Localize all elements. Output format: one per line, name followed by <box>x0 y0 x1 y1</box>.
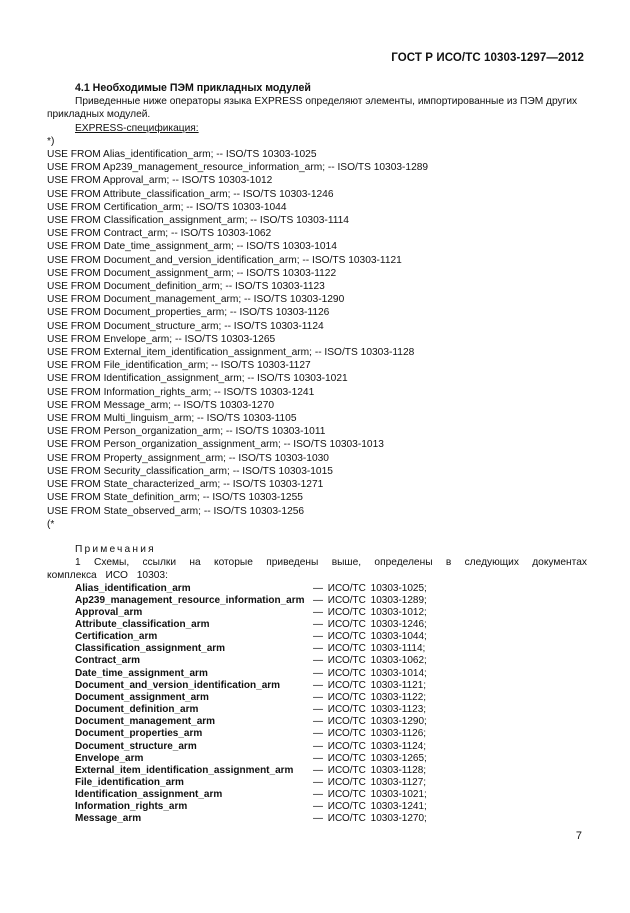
schema-name: External_item_identification_assignment_arm <box>75 764 294 776</box>
use-from-line: USE FROM Document_properties_arm; -- ISO/TS 10303-1126 <box>47 307 330 319</box>
express-spec-label: EXPRESS-спецификация: <box>75 122 199 134</box>
reference-row <box>75 655 427 667</box>
use-from-line: USE FROM Document_definition_arm; -- ISO/TS 10303-1123 <box>47 281 325 293</box>
use-from-line: USE FROM Document_management_arm; -- ISO/TS 10303-1290 <box>47 294 345 306</box>
page-content <box>47 82 587 826</box>
reference-row <box>75 728 427 740</box>
schema-name: Approval_arm <box>75 606 143 618</box>
use-from-line: USE FROM State_observed_arm; -- ISO/TS 10303-1256 <box>47 505 305 517</box>
schema-reference: — ИСО/ТС 10303-1270; <box>313 813 427 825</box>
reference-row <box>75 680 427 692</box>
schema-reference: — ИСО/ТС 10303-1127; <box>313 777 427 789</box>
schema-name: Certification_arm <box>75 631 158 643</box>
note-text: 1 Схемы, ссылки на которые приведены выше, определены в следующих документах комплекса ИСО 10303: <box>47 557 587 582</box>
schema-name: Information_rights_arm <box>75 801 188 813</box>
schema-reference: — ИСО/ТС 10303-1121; <box>313 679 427 691</box>
schema-name: Document_assignment_arm <box>75 691 209 703</box>
use-from-line: USE FROM Property_assignment_arm; -- ISO/TS 10303-1030 <box>47 452 329 464</box>
use-from-line: USE FROM State_definition_arm; -- ISO/TS 10303-1255 <box>47 492 303 504</box>
use-from-line: USE FROM Classification_assignment_arm; -- ISO/TS 10303-1114 <box>47 215 349 227</box>
schema-reference: — ИСО/ТС 10303-1289; <box>313 594 427 606</box>
use-from-line: USE FROM Person_organization_arm; -- ISO/TS 10303-1011 <box>47 426 326 438</box>
schema-name: Envelope_arm <box>75 752 144 764</box>
reference-row <box>75 741 427 753</box>
schema-reference: — ИСО/ТС 10303-1114; <box>313 643 426 655</box>
use-from-list <box>47 148 587 518</box>
reference-row <box>75 619 427 631</box>
use-from-line: USE FROM Envelope_arm; -- ISO/TS 10303-1265 <box>47 333 276 345</box>
schema-reference: — ИСО/ТС 10303-1290; <box>313 716 427 728</box>
use-from-line: USE FROM State_characterized_arm; -- ISO/TS 10303-1271 <box>47 479 324 491</box>
use-from-line: USE FROM External_item_identification_assignment_arm; -- ISO/TS 10303-1128 <box>47 347 415 359</box>
page-number: 7 <box>575 830 582 842</box>
schema-name: Date_time_assignment_arm <box>75 667 208 679</box>
reference-row <box>75 801 427 813</box>
reference-row <box>75 777 427 789</box>
reference-row <box>75 643 427 655</box>
intro-paragraph: Приведенные ниже операторы языка EXPRESS определяют элементы, импортированные из ПЭМ других прикладных модулей. <box>47 96 578 121</box>
use-from-line: USE FROM Person_organization_assignment_arm; -- ISO/TS 10303-1013 <box>47 439 384 451</box>
note-title: Примечания <box>75 543 156 555</box>
schema-reference: — ИСО/ТС 10303-1025; <box>313 582 427 594</box>
schema-name: Alias_identification_arm <box>75 582 191 594</box>
schema-reference: — ИСО/ТС 10303-1123; <box>313 704 427 716</box>
schema-reference: — ИСО/ТС 10303-1021; <box>313 789 427 801</box>
schema-reference: — ИСО/ТС 10303-1124; <box>313 740 427 752</box>
schema-name: Document_management_arm <box>75 716 216 728</box>
reference-row <box>75 789 427 801</box>
reference-row <box>75 765 427 777</box>
schema-reference: — ИСО/ТС 10303-1265; <box>313 752 427 764</box>
schema-reference: — ИСО/ТС 10303-1012; <box>313 606 427 618</box>
use-from-line: USE FROM Date_time_assignment_arm; -- ISO/TS 10303-1014 <box>47 241 337 253</box>
use-from-line: USE FROM Security_classification_arm; -- ISO/TS 10303-1015 <box>47 465 333 477</box>
use-from-line: USE FROM File_identification_arm; -- ISO/TS 10303-1127 <box>47 360 311 372</box>
schema-reference: — ИСО/ТС 10303-1014; <box>313 667 427 679</box>
use-from-line: USE FROM Alias_identification_arm; -- ISO/TS 10303-1025 <box>47 149 317 161</box>
use-from-line: USE FROM Document_structure_arm; -- ISO/TS 10303-1124 <box>47 320 324 332</box>
schema-reference: — ИСО/ТС 10303-1062; <box>313 655 427 667</box>
comment-close: (* <box>47 518 55 530</box>
schema-name: Attribute_classification_arm <box>75 618 210 630</box>
schema-name: Document_properties_arm <box>75 728 203 740</box>
use-from-line: USE FROM Approval_arm; -- ISO/TS 10303-1012 <box>47 175 273 187</box>
reference-row <box>75 583 427 595</box>
schema-name: File_identification_arm <box>75 777 184 789</box>
reference-row <box>75 692 427 704</box>
reference-table <box>75 583 427 826</box>
standard-header: ГОСТ Р ИСО/ТС 10303-1297—2012 <box>391 52 584 64</box>
reference-row <box>75 607 427 619</box>
reference-row <box>75 753 427 765</box>
reference-row <box>75 668 427 680</box>
reference-row <box>75 595 427 607</box>
section-title: 4.1 Необходимые ПЭМ прикладных модулей <box>75 82 311 94</box>
reference-row <box>75 631 427 643</box>
use-from-line: USE FROM Document_and_version_identification_arm; -- ISO/TS 10303-1121 <box>47 254 402 266</box>
schema-name: Identification_assignment_arm <box>75 789 223 801</box>
use-from-line: USE FROM Certification_arm; -- ISO/TS 10303-1044 <box>47 201 287 213</box>
use-from-line: USE FROM Contract_arm; -- ISO/TS 10303-1062 <box>47 228 272 240</box>
schema-name: Document_structure_arm <box>75 740 197 752</box>
reference-row <box>75 704 427 716</box>
schema-reference: — ИСО/ТС 10303-1126; <box>313 728 427 740</box>
reference-row <box>75 716 427 728</box>
schema-reference: — ИСО/ТС 10303-1246; <box>313 618 427 630</box>
schema-name: Document_definition_arm <box>75 704 199 716</box>
use-from-line: USE FROM Message_arm; -- ISO/TS 10303-1270 <box>47 399 275 411</box>
schema-name: Message_arm <box>75 813 142 825</box>
reference-row <box>75 813 427 825</box>
use-from-line: USE FROM Identification_assignment_arm; -- ISO/TS 10303-1021 <box>47 373 348 385</box>
schema-reference: — ИСО/ТС 10303-1241; <box>313 801 427 813</box>
schema-name: Document_and_version_identification_arm <box>75 679 281 691</box>
schema-name: Contract_arm <box>75 655 141 667</box>
use-from-line: USE FROM Document_assignment_arm; -- ISO/TS 10303-1122 <box>47 267 337 279</box>
use-from-line: USE FROM Information_rights_arm; -- ISO/TS 10303-1241 <box>47 386 315 398</box>
schema-name: Classification_assignment_arm <box>75 643 226 655</box>
schema-name: Ap239_management_resource_information_arm <box>75 594 305 606</box>
use-from-line: USE FROM Multi_linguism_arm; -- ISO/TS 10303-1105 <box>47 413 297 425</box>
use-from-line: USE FROM Attribute_classification_arm; -- ISO/TS 10303-1246 <box>47 188 334 200</box>
use-from-line: USE FROM Ap239_management_resource_information_arm; -- ISO/TS 10303-1289 <box>47 162 429 174</box>
schema-reference: — ИСО/ТС 10303-1122; <box>313 691 427 703</box>
comment-open: *) <box>47 135 55 147</box>
schema-reference: — ИСО/ТС 10303-1044; <box>313 631 427 643</box>
schema-reference: — ИСО/ТС 10303-1128; <box>313 764 427 776</box>
